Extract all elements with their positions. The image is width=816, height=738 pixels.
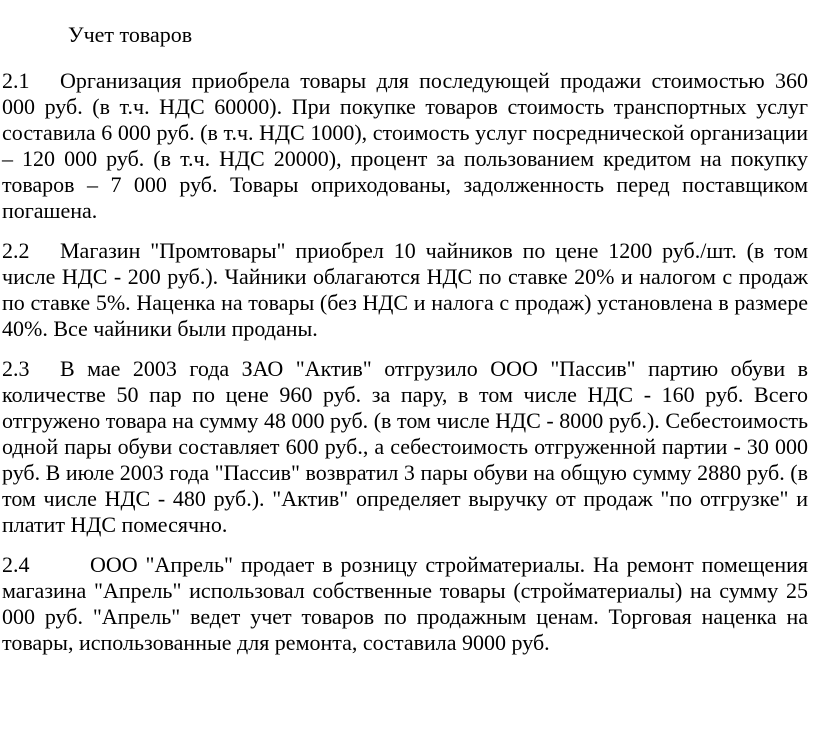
task-text: Магазин "Промтовары" приобрел 10 чайников по цене 1200 руб./шт. (в том числе НДС - 200 руб.). Чайники облагаются НДС по ставке 20% и налогом с продаж по ставке 5%. Наценка на товары (без НДС и налога с продаж) установлена в размере 40%. Все чайники были проданы. [2,238,808,341]
task-number: 2.1 [2,68,30,93]
task-text: ООО "Апрель" продает в розницу стройматериалы. На ремонт помещения магазина "Апрель" использовал собственные товары (стройматериалы) на сумму 25 000 руб. "Апрель" ведет учет товаров по продажным ценам. Торговая наценка на товары, использованные для ремонта, составила 9000 руб. [2,552,808,655]
task-2-3 [2,356,808,538]
task-2-2 [2,238,808,342]
task-2-1 [2,68,808,224]
task-text: Организация приобрела товары для последующей продажи стоимостью 360 000 руб. (в т.ч. НДС 60000). При покупке товаров стоимость транспортных услуг составила 6 000 руб. (в т.ч. НДС 1000), стоимость услуг посреднической организации – 120 000 руб. (в т.ч. НДС 20000), процент за пользованием кредитом на покупку товаров – 7 000 руб. Товары оприходованы, задолженность перед поставщиком погашена. [2,68,808,223]
document-title: Учет товаров [68,22,193,47]
task-number: 2.2 [2,238,30,263]
task-text: В мае 2003 года ЗАО "Актив" отгрузило ООО "Пассив" партию обуви в количестве 50 пар по цене 960 руб. за пару, в том числе НДС - 160 руб. Всего отгружено товара на сумму 48 000 руб. (в том числе НДС - 8000 руб.). Себестоимость одной пары обуви составляет 600 руб., а себестоимость отгруженной партии - 30 000 руб. В июле 2003 года "Пассив" возвратил 3 пары обуви на общую сумму 2880 руб. (в том числе НДС - 480 руб.). "Актив" определяет выручку от продаж "по отгрузке" и платит НДС помесячно. [2,356,808,537]
task-number: 2.4 [2,552,30,577]
task-2-4 [2,552,808,656]
task-number: 2.3 [2,356,30,381]
